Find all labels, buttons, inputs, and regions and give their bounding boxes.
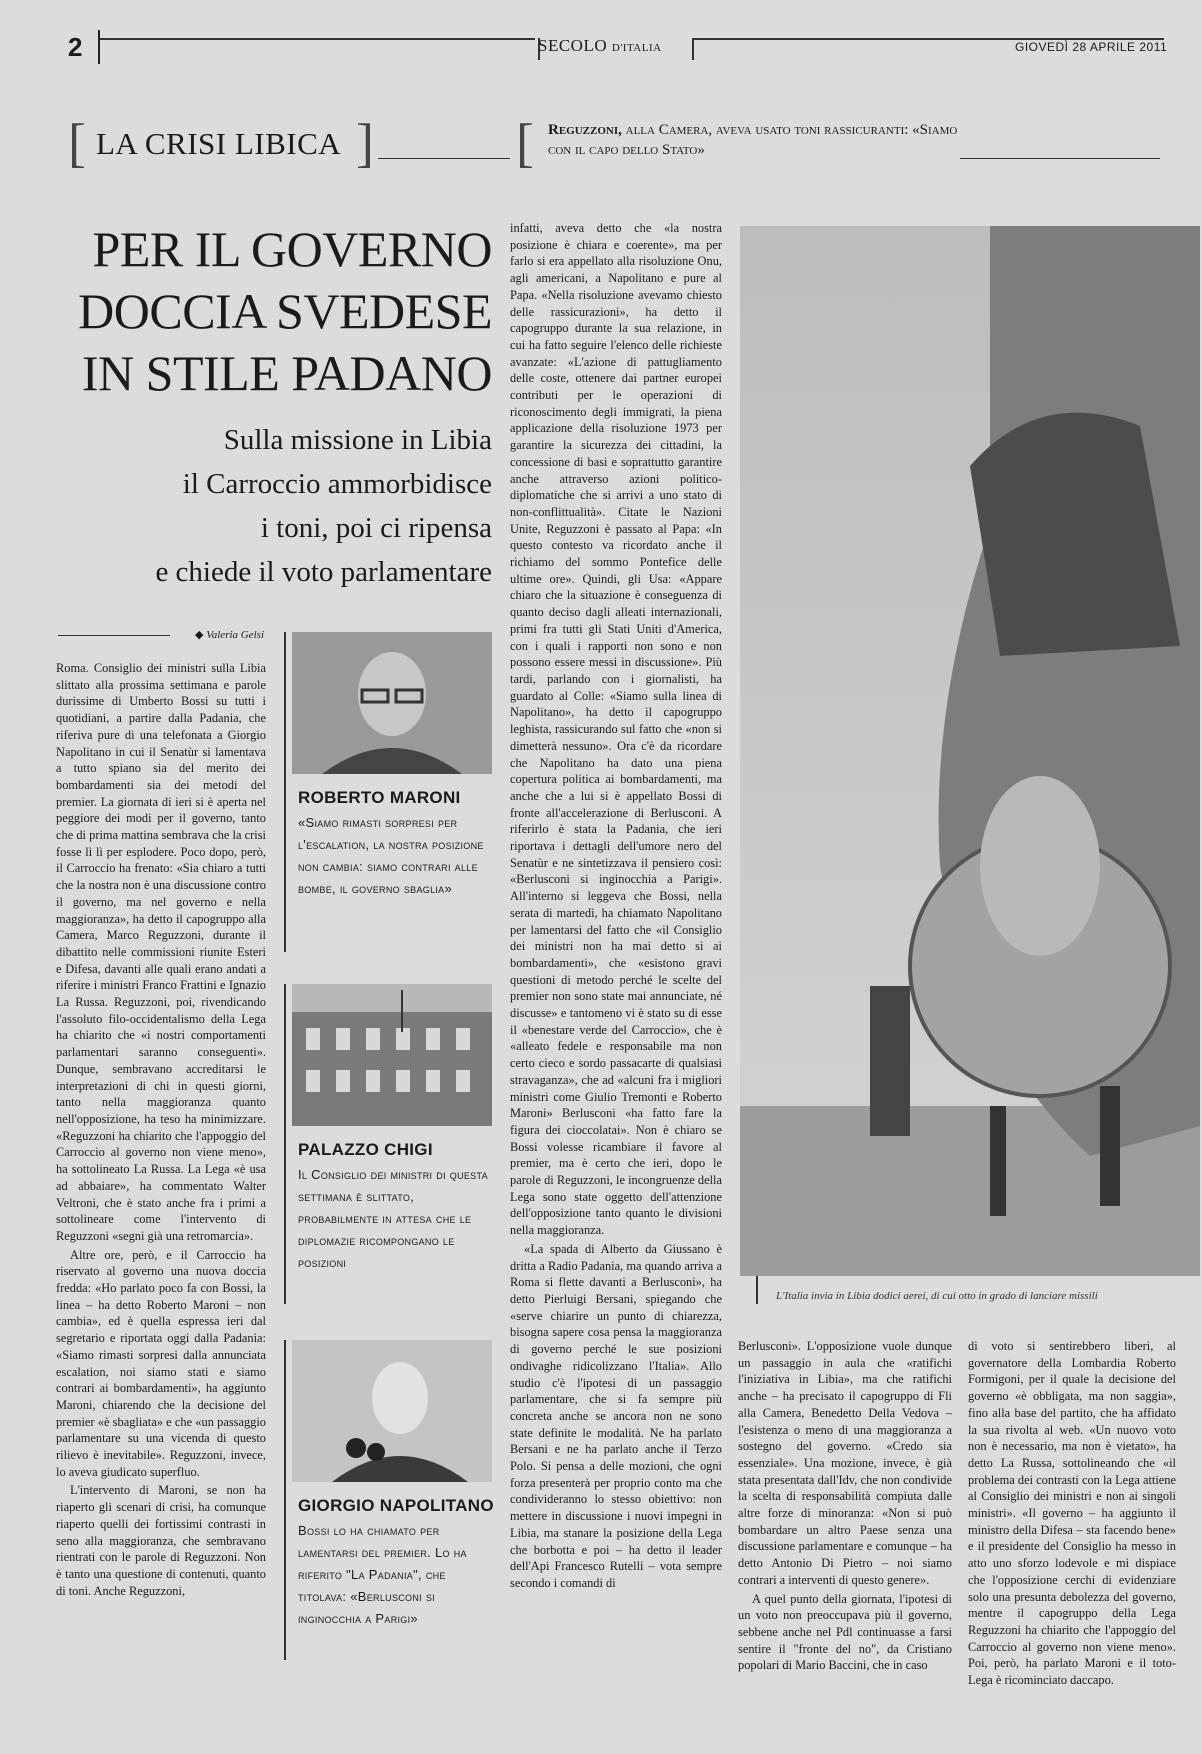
paragraph: L'intervento di Maroni, se non ha riaperto gli scenari di crisi, ha comunque riaperto quelli dei fortissimi contrasti in seno alla maggioranza, che sembravano rientrati con le parole di Reguzzoni. Non è tanto una questione di contenuti, quanto di toni. Anche Reguzzoni, [56, 1483, 266, 1598]
kicker-bracket: [ [516, 113, 534, 173]
photo-napolitano [292, 1340, 492, 1482]
page-number: 2 [68, 30, 100, 64]
paragraph: infatti, aveva detto che «la nostra posizione è chiara e coerente», ma per farlo si era appellato alla risoluzione Onu, agli americani, a Napolitano e pure al Papa. «Nella risoluzione avevamo chiesto delle rassicurazioni», ha detto il capogruppo durante la sua relazione, in cui ha fatto seguire l'elenco delle richieste avanzate: «L'azione di pattugliamento delle coste, ottenere dai partner europei contributi per le operazioni di riconoscimento degli immigrati, la piena applicazione della risoluzione 1973 per garantire la sicurezza dei cittadini, la concessione di basi e soprattutto garantire anche attraverso azioni politico-diplomatiche che si arrivi a uno stato di non-conflittualità». Citate le Nazioni Unite, Reguzzoni è passato al Papa: «In questo contesto va ricordato anche il richiamo del sommo Pontefice delle ultime ore». Quindi, gli Usa: «Appare chiaro che la situazione è conseguenza di quanto deciso dagli alleati internazionali, primi fra tutti gli Stati Uniti d'America, con i quali i rapporti non sono e non possono essere messi in discussione». Più tardi, parlando con i giornalisti, ha guardato al Colle: «Siamo sulla linea di Napolitano», ha detto il capogruppo leghista, rassicurando sul fatto che «non si dimetterà nessuno». Ora c'è da ricordare che Napolitano ha dato una piena copertura politica ai bombardamenti, ma anche che a lui si è appellato Bossi di fronte all'accelerazione di Berlusconi. A riferirlo è stata la Padania, che ieri riportava i dettagli dell'umore nero del Senatùr e ne sintetizzava il pensiero così: «Berlusconi si inginocchia a Parigi». All'interno si leggeva che Bossi, nella serata di martedì, ha chiamato Napolitano per lamentarsi del fatto che «il Consiglio dei ministri non ha mai detto sì ai bombardamenti», che «esistono gravi questioni di metodo perché le scelte del premier non sono state mai annunciate, né discusse» e tantomeno vi è stato su di esse il «benestare verde del Carroccio», che è «alleato fedele e responsabile ma non certo cieco e sordo passacarte di qualsiasi stravaganza», che ad «alcuni fra i migliori ministri come Giulio Tremonti e Roberto Maroni» Berlusconi «ha fatto fare la figura dei cioccolatai». Non è chiaro se Bossi volesse ricambiare il favore al premier, ma è certo che ieri, dopo le parole di Reguzzoni, le incongruenze della Lega sono state oggetto dell'attenzione dell'opposizione tanto quanto le divisioni nella maggioranza. [510, 221, 722, 1238]
article-column-5 [968, 1338, 1176, 1738]
article-column-3 [510, 220, 722, 1740]
article-column-1 [56, 660, 266, 1730]
author: Valeria Gelsi [206, 629, 264, 641]
section-connector-rule [378, 158, 510, 159]
deck-line-1: Sulla missione in Libia [223, 424, 492, 456]
deck [60, 418, 492, 594]
main-photo-caption: L'Italia invia in Libia dodici aerei, di cui otto in grado di lanciare missili [776, 1290, 1098, 1302]
photo-caption-text: «Siamo rimasti sorpresi per l'escalation, la nostra posizione non cambia: siamo contrari alle bombe, il governo sbaglia» [298, 815, 484, 896]
caption-rule [756, 1276, 758, 1304]
byline-rule [58, 635, 170, 636]
section-label: LA CRISI LIBICA [96, 126, 342, 161]
article-column-4 [738, 1338, 952, 1738]
photo-caption-name: GIORGIO NAPOLITANO [298, 1496, 494, 1515]
building-icon [292, 984, 492, 1126]
headline-line-1: PER IL GOVERNO [92, 221, 492, 277]
byline-diamond-icon: ◆ [195, 629, 204, 641]
paragraph: Altre ore, però, e il Carroccio ha riservato al governo una nuova doccia fredda: «Ho parlato poco fa con Bossi, la linea – ha detto Roberto Maroni – non cambia», ed è quella espressa ieri dal segretario e riportata oggi dalla Padania: «Siamo rimasti sorpresi dalla annunciata escalation, noi siamo stati e siamo contrari ai bombardamenti», ha aggiunto Maroni, chiarendo che la decisione del premier «è sbagliata» e che «un passaggio parlamentare su una vicenda di questo rilievo è inevitabile». Reguzzoni, invece, lo aveva giudicato superfluo. [56, 1247, 266, 1479]
photo-caption-text: Il Consiglio dei ministri di questa settimana è slittato, probabilmente in attesa che le diplomazie ricompongano le posizioni [298, 1167, 488, 1270]
header-rule-left [100, 38, 535, 40]
headline-line-2: DOCCIA SVEDESE [78, 283, 492, 339]
header-divider-right [692, 38, 694, 60]
deck-line-3: i toni, poi ci ripensa [260, 512, 492, 544]
portrait-icon [292, 632, 492, 774]
paragraph: «La spada di Alberto da Giussano è dritta a Radio Padania, ma quando arriva a Roma si flette davanti a Berlusconi», ha detto Pierluigi Bersani, spiegando che «serve chiarire un punto di chiarezza, bisogna sapere cosa pensa la maggioranza di governo perché le sue posizioni ondivaghe ridicolizzano l'Italia». Allo studio c'è l'ipotesi di un passaggio parlamentare, che si fa sempre più concreta anche se ancora non ne sono state definite le modalità. Ne ha parlato Bersani e ne ha parlato anche il Terzo Polo. Si pensa a delle mozioni, che ogni forza presenterà per proprio conto ma che condivideranno lo stesso obiettivo: non mettere in discussione i nuovi impegni in Libia, ma stanare la posizione della Lega che borbotta e poi – ha detto il leader dell'Api Francesco Rutelli – vota sempre secondo i comandi di [510, 1241, 722, 1590]
photo-caption-name: ROBERTO MARONI [298, 788, 461, 807]
deck-line-2: il Carroccio ammorbidisce [182, 468, 492, 500]
main-photo-jet [740, 226, 1200, 1276]
paragraph: A quel punto della giornata, l'ipotesi di un voto non preoccupava più il governo, sebbene anche nel Pdl continuasse a farsi sentire il "fronte del no", da Cristiano popolari di Mario Baccini, che in caso [738, 1591, 952, 1673]
photo-rule [284, 1340, 286, 1660]
headline-line-3: IN STILE PADANO [81, 345, 492, 401]
kicker [548, 120, 978, 160]
headline [60, 218, 492, 404]
portrait-icon [292, 1340, 492, 1482]
section-bracket-right: ] [356, 113, 374, 173]
paper-name [538, 36, 662, 56]
kicker-rule [960, 158, 1160, 159]
kicker-text: alla Camera, aveva usato toni rassicuranti: «Siamo con il capo dello Stato» [548, 122, 958, 158]
paper-title: SECOLO [538, 36, 608, 55]
photo-caption-name: PALAZZO CHIGI [298, 1140, 433, 1159]
paragraph: Berlusconi». L'opposizione vuole dunque un passaggio in aula che «ratifichi l'iniziativa in Libia», ma che ratifichi anche – ha precisato il capogruppo di Fli alla Camera, Benedetto Della Vedova – l'esistenza o meno di una maggioranza a sostegno del governo. «Credo sia essenziale». Una mozione, invece, è già stata presentata dall'Idv, che non condivide la scelta di responsabilità compiuta dalle altre forze di minoranza: «Non si può bombardare un altro Paese senza una discussione parlamentare e comunque – ha detto Antonio Di Pietro – noi siamo contrari a interventi di questo genere». [738, 1339, 952, 1587]
fighter-jet-icon [740, 226, 1200, 1276]
paragraph: di voto si sentirebbero liberi, al governatore della Lombardia Roberto Formigoni, per il quale la decisione del governo «è obbligata, ma non saggia», fino alla base del partito, che ha affidato la sua rivolta al web. «Un nuovo voto non è necessario, ma non è vietato», ha detto La Russa, sottolineando che «il problema dei contrasti con la Lega attiene al Consiglio dei ministri e non ai singoli ministri». «Il governo – ha aggiunto il ministro della Difesa – sta facendo bene» e il presidente del Consiglio ha messo in atto uno sforzo lodevole e mi dispiace che l'opposizione cerchi di evidenziare solo una presunta debolezza del governo, mentre il capogruppo della Lega Reguzzoni ha chiarito che l'appoggio del Carroccio al governo non viene meno». Poi, però, ha parlato Maroni e il toto-Lega è ricominciato daccapo. [968, 1339, 1176, 1688]
photo-caption-text: Bossi lo ha chiamato per lamentarsi del premier. Lo ha riferito "La Padania", che titolava: «Berlusconi si inginocchia a Parigi» [298, 1523, 467, 1626]
kicker-name: Reguzzoni, [548, 122, 622, 138]
photo-palazzo-chigi [292, 984, 492, 1126]
section-bracket-left: [ [68, 113, 86, 173]
photo-rule [284, 984, 286, 1304]
byline [58, 628, 264, 641]
issue-date: GIOVEDÌ 28 APRILE 2011 [1015, 40, 1168, 54]
paragraph: Roma. Consiglio dei ministri sulla Libia slittato alla prossima settimana e parole durissime di Umberto Bossi su tutti i quotidiani, a partire dalla Padania, che riferiva pure di una telefonata a Giorgio Napolitano in cui il Senatùr si lamentava a tutto spiano sia del merito dei bombardamenti sia dei metodi del premier. La giornata di ieri si è aperta nel peggiore dei modi per il governo, tanto che di prima mattina sembrava che la crisi fosse lì lì per esplodere. Poco dopo, però, il Carroccio ha frenato: «Sia chiaro a tutti che la nostra non è una discussione contro il governo, ma nel governo e nella maggioranza», ha detto il capogruppo alla Camera, Marco Reguzzoni, durante il dibattito nelle commissioni riunite Esteri e Difesa, davanti alle quali erano andati a riferire i ministri Franco Frattini e Ignazio La Russa. Reguzzoni, poi, rivendicando l'assoluto filo-occidentalismo della Lega ha chiarito che «i nostri comportamenti parlamentari saranno conseguenti». Dunque, sembravano accreditarsi le interpretazioni di chi in questi giorni, tanto nella maggioranza quanto nell'opposizione, ha teso ha minimizzare. «Reguzzoni ha chiarito che l'appoggio del Carroccio al governo non viene meno», ha sottolineato La Russa. La Lega «è usa ad abbaiare», ha commentato Walter Veltroni, che è stato anche fra i primi a sottolineare come l'intervento di Reguzzoni «segni già una retromarcia». [56, 661, 266, 1243]
paper-subtitle: D'ITALIA [611, 42, 662, 54]
photo-rule [284, 632, 286, 952]
deck-line-4: e chiede il voto parlamentare [155, 556, 492, 588]
photo-maroni [292, 632, 492, 774]
